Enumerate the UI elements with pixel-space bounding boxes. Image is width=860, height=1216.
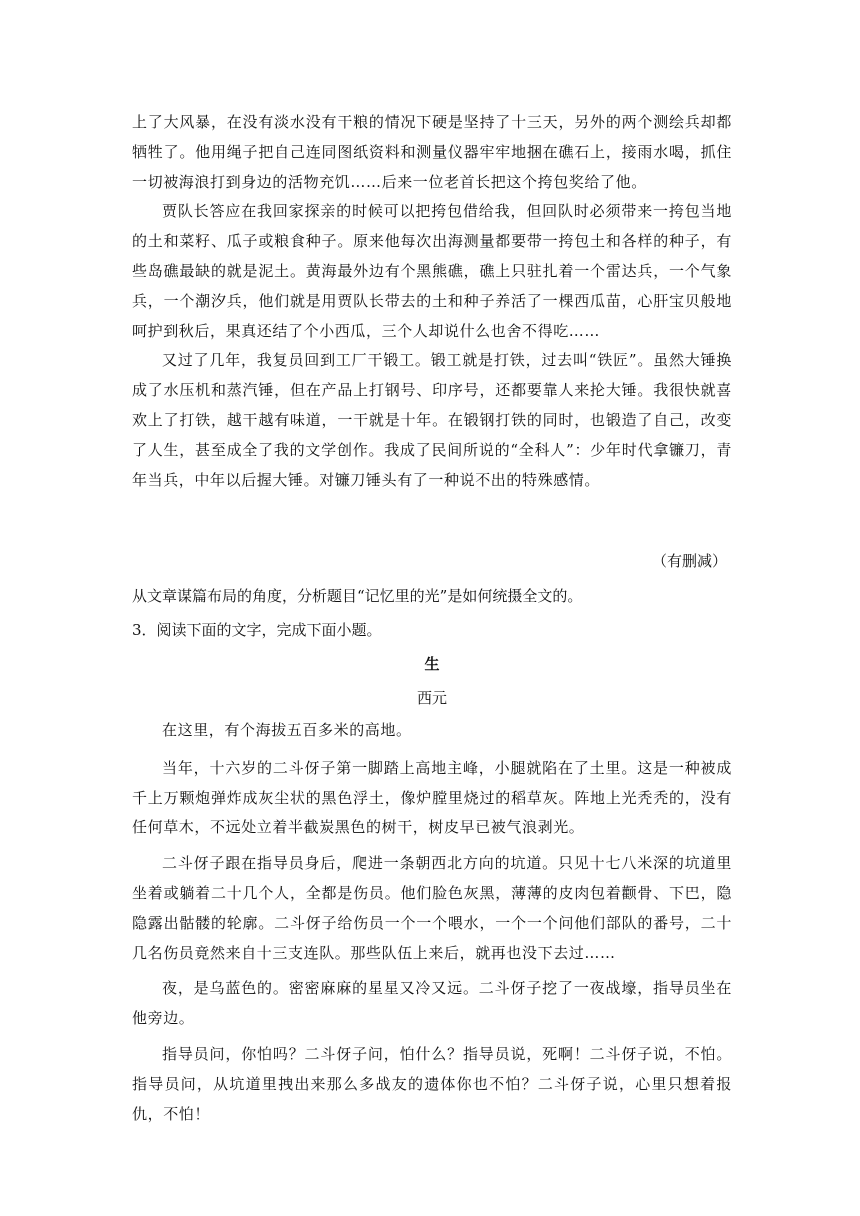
deletion-note: （有删减） [651,552,727,570]
question-2-prompt: 从文章谋篇布局的角度，分析题目“记忆里的光”是如何统摄全文的。 [132,587,583,605]
passage-1-paragraph-2: 贾队长答应在我回家探亲的时候可以把挎包借给我，但回队时必须带来一挎包当地的土和菜籽、瓜子或粮食种子。原来他每次出海测量都要带一挎包土和各样的种子，有些岛礁最缺的就是泥土。黄海最外边有个黑熊礁，礁上只驻扎着一个雷达兵，一个气象兵，一个潮汐兵，他们就是用贾队长带去的土和种子养活了一棵西瓜苗，心肝宝贝般地呵护到秋后，果真还结了个小西瓜，三个人却说什么也舍不得吃…… [132,202,732,340]
passage-2-paragraph-5: 指导员问，你怕吗？二斗伢子问，怕什么？指导员说，死啊！二斗伢子说，不怕。指导员问，从坑道里拽出来那么多战友的遗体你也不怕？二斗伢子说，心里只想着报仇，不怕！ [132,1044,732,1123]
question-3-heading: 3．阅读下面的文字，完成下面小题。 [132,621,382,639]
story-title: 生 [424,655,440,673]
passage-1 [132,108,732,495]
passage-2-paragraph-4: 夜，是乌蓝色的。密密麻麻的星星又冷又远。二斗伢子挖了一夜战壕，指导员坐在他旁边。 [132,979,732,1028]
passage-2-paragraph-3: 二斗伢子跟在指导员身后，爬进一条朝西北方向的坑道。只见十七八米深的坑道里坐着或躺着二十几个人，全都是伤员。他们脸色灰黑，薄薄的皮肉包着颧骨、下巴，隐隐露出骷髅的轮廓。二斗伢子给伤员一个一个喂水，一个一个问他们部队的番号，二十几名伤员竟然来自十三支连队。那些队伍上来后，就再也没下去过…… [132,854,732,962]
passage-2 [132,716,732,1129]
passage-1-paragraph-3: 又过了几年，我复员回到工厂干锻工。锻工就是打铁，过去叫“铁匠”。虽然大锤换成了水压机和蒸汽锤，但在产品上打钢号、印序号，还都要靠人来抡大锤。我很快就喜欢上了打铁，越干越有味道，一干就是十年。在锻钢打铁的同时，也锻造了自己，改变了人生，甚至成全了我的文学创作。我成了民间所说的“全科人”：少年时代拿镰刀，青年当兵，中年以后握大锤。对镰刀锤头有了一种说不出的特殊感情。 [132,351,732,489]
passage-1-paragraph-1: 上了大风暴，在没有淡水没有干粮的情况下硬是坚持了十三天，另外的两个测绘兵却都牺牲了。他用绳子把自己连同图纸资料和测量仪器牢牢地捆在礁石上，接雨水喝，抓住一切被海浪打到身边的活物充饥……后来一位老首长把这个挎包奖给了他。 [132,113,732,191]
passage-2-paragraph-2: 当年，十六岁的二斗伢子第一脚踏上高地主峰，小腿就陷在了土里。这是一种被成千上万颗炮弹炸成灰尘状的黑色浮土，像炉膛里烧过的稻草灰。阵地上光秃秃的，没有任何草木，不远处立着半截炭黑色的树干，树皮早已被气浪剥光。 [132,758,732,837]
passage-2-paragraph-1: 在这里，有个海拔五百多米的高地。 [162,721,412,739]
story-author: 西元 [416,689,447,707]
